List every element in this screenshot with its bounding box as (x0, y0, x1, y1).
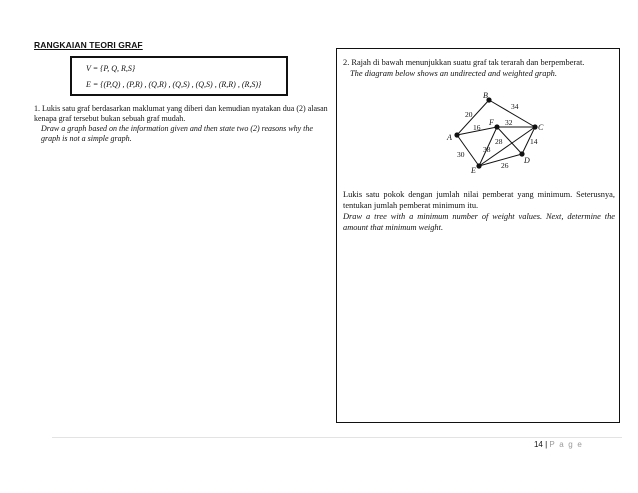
question-1-english: Draw a graph based on the information given and then state two (2) reasons why the graph is not a simple graph. (41, 124, 313, 143)
page-word: P a g e (549, 440, 583, 449)
vertex-label-B: B (483, 91, 488, 100)
vertex-set-line: V = {P, Q, R,S} (86, 64, 136, 73)
question-2-malay: 2. Rajah di bawah menunjukkan suatu graf tak terarah dan berpemberat. (343, 58, 585, 67)
vertex-label-E: E (471, 166, 476, 175)
weight-A-B: 20 (465, 110, 473, 119)
weight-C-D: 14 (530, 137, 538, 146)
question-2-task-english: Draw a tree with a minimum number of weight values. Next, determine the amount that minimum weight. (343, 212, 615, 232)
question-2-task-malay: Lukis satu pokok dengan jumlah nilai pemberat yang minimum. Seterusnya, tentukan jumlah pemberat minimum itu. (343, 190, 615, 210)
vertex-label-A: A (447, 133, 452, 142)
weight-B-C: 34 (511, 102, 519, 111)
weight-E-D: 26 (501, 161, 509, 170)
vertex-label-D: D (524, 156, 530, 165)
page-number: 14 (533, 440, 543, 449)
edge-set-line: E = {(P,Q) , (P,R) , (Q,R) , (Q,S) , (Q,S) , (R,R) , (R,S)} (86, 80, 262, 89)
graph-set-definition-box (70, 56, 288, 96)
vertex-F (494, 124, 499, 129)
page-footer (534, 440, 583, 449)
weight-A-F: 16 (473, 123, 481, 132)
worksheet-heading: RANGKAIAN TEORI GRAF (34, 40, 143, 50)
question-2-english: The diagram below shows an undirected and weighted graph. (350, 69, 557, 78)
vertex-A (454, 132, 459, 137)
question-2-intro (343, 57, 615, 79)
vertex-label-C: C (538, 123, 544, 132)
vertex-C (532, 124, 537, 129)
question-2-box (336, 48, 620, 423)
footer-divider (52, 437, 622, 438)
weight-A-E: 30 (457, 150, 465, 159)
question-2-task (343, 189, 615, 233)
question-1-malay: 1. Lukis satu graf berdasarkan maklumat yang diberi dan kemudian nyatakan dua (2) alasan kenapa graf tersebut bukan sebuah graf mudah. (34, 104, 328, 123)
weight-F-C: 32 (505, 118, 513, 127)
footer-separator: | (545, 440, 548, 449)
weighted-graph-diagram (437, 89, 557, 177)
vertex-E (476, 163, 481, 168)
vertex-label-F: F (489, 118, 494, 127)
weight-F-E: 38 (483, 145, 491, 154)
weight-F-D: 28 (495, 137, 503, 146)
question-1 (34, 104, 330, 144)
